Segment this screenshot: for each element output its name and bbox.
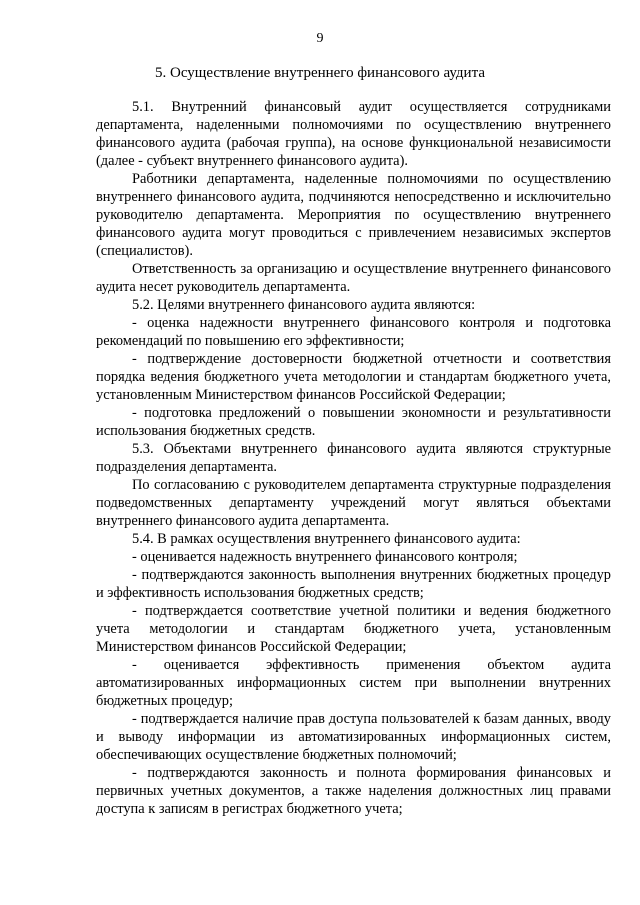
list-item-scope-2: - подтверждаются законность выполнения внутренних бюджетных процедур и эффективность использования бюджетных средств; [96, 567, 611, 601]
section-title: 5. Осуществление внутреннего финансового аудита [155, 65, 485, 81]
paragraph-5-4: 5.4. В рамках осуществления внутреннего финансового аудита: [132, 531, 521, 547]
paragraph-5-1: 5.1. Внутренний финансовый аудит осуществляется сотрудниками департамента, наделенными полномочиями по осуществлению внутреннего финансового аудита (рабочая группа), на основе функциональной независимости (далее - субъект внутреннего финансового аудита). [96, 99, 611, 169]
paragraph-responsibility: Ответственность за организацию и осуществление внутреннего финансового аудита несет руководитель департамента. [96, 261, 611, 295]
list-item-goal-1: - оценка надежности внутреннего финансового контроля и подготовка рекомендаций по повышению его эффективности; [96, 315, 611, 349]
page-number: 9 [316, 31, 324, 46]
list-item-scope-3: - подтверждается соответствие учетной политики и ведения бюджетного учета методологии и стандартам бюджетного учета, установленным Министерством финансов Российской Федерации; [96, 603, 611, 655]
list-item-goal-3: - подготовка предложений о повышении экономности и результативности использования бюджетных средств. [96, 405, 611, 439]
paragraph-subordinate-units: По согласованию с руководителем департамента структурные подразделения подведомственных департаменту учреждений могут являться объектами внутреннего финансового аудита департамента. [96, 477, 611, 529]
list-item-scope-4: - оценивается эффективность применения объектом аудита автоматизированных информационных систем при выполнении внутренних бюджетных процедур; [96, 657, 611, 709]
list-item-scope-1: - оценивается надежность внутреннего финансового контроля; [132, 549, 518, 565]
list-item-goal-2: - подтверждение достоверности бюджетной отчетности и соответствия порядка ведения бюджетного учета методологии и стандартам бюджетного учета, установленным Министерством финансов Российской Федерации; [96, 351, 611, 403]
list-item-scope-6: - подтверждаются законность и полнота формирования финансовых и первичных учетных документов, а также наделения должностных лиц правами доступа к записям в регистрах бюджетного учета; [96, 765, 611, 817]
list-item-scope-5: - подтверждается наличие прав доступа пользователей к базам данных, вводу и выводу информации из автоматизированных информационных систем, обеспечивающих осуществление бюджетных полномочий; [96, 711, 611, 763]
paragraph-5-2: 5.2. Целями внутреннего финансового аудита являются: [132, 297, 476, 313]
document-body [96, 98, 611, 818]
paragraph-auditors-subordination: Работники департамента, наделенные полномочиями по осуществлению внутреннего финансового аудита, подчиняются непосредственно и исключительно руководителю департамента. Мероприятия по осуществлению внутреннего финансового аудита могут проводиться с привлечением независимых экспертов (специалистов). [96, 171, 611, 259]
paragraph-5-3: 5.3. Объектами внутреннего финансового аудита являются структурные подразделения департамента. [96, 441, 611, 475]
